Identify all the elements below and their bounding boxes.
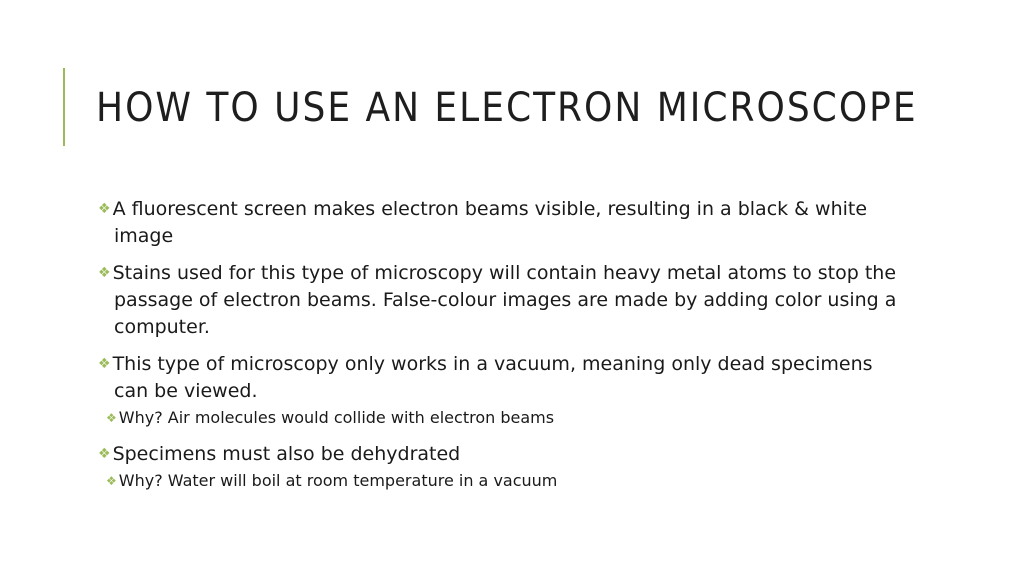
diamond-bullet-icon: ❖ [98,446,111,462]
sub-bullet-item [90,470,910,492]
bullet-item [90,196,910,250]
sub-bullet-text: Why? Water will boil at room temperature in a vacuum [118,471,558,490]
bullet-item [90,351,910,405]
title-accent-bar [63,68,65,146]
sub-bullet-text: Why? Air molecules would collide with electron beams [118,408,555,427]
slide-title: HOW TO USE AN ELECTRON MICROSCOPE [96,85,918,131]
bullet-item [90,441,910,468]
bullet-list [90,196,910,504]
bullet-text: This type of microscopy only works in a vacuum, meaning only dead specimens can be viewed. [112,353,873,402]
diamond-bullet-icon: ❖ [98,265,111,281]
diamond-bullet-icon: ❖ [98,201,111,217]
diamond-bullet-icon: ❖ [98,356,111,372]
bullet-item [90,260,910,341]
sub-bullet-item [90,407,910,429]
bullet-text: Stains used for this type of microscopy will contain heavy metal atoms to stop the passage of electron beams. False-colour images are made by adding color using a computer. [112,262,897,338]
bullet-text: A fluorescent screen makes electron beams visible, resulting in a black & white image [112,198,868,247]
diamond-bullet-icon: ❖ [106,411,117,425]
diamond-bullet-icon: ❖ [106,474,117,488]
bullet-text: Specimens must also be dehydrated [112,443,461,465]
